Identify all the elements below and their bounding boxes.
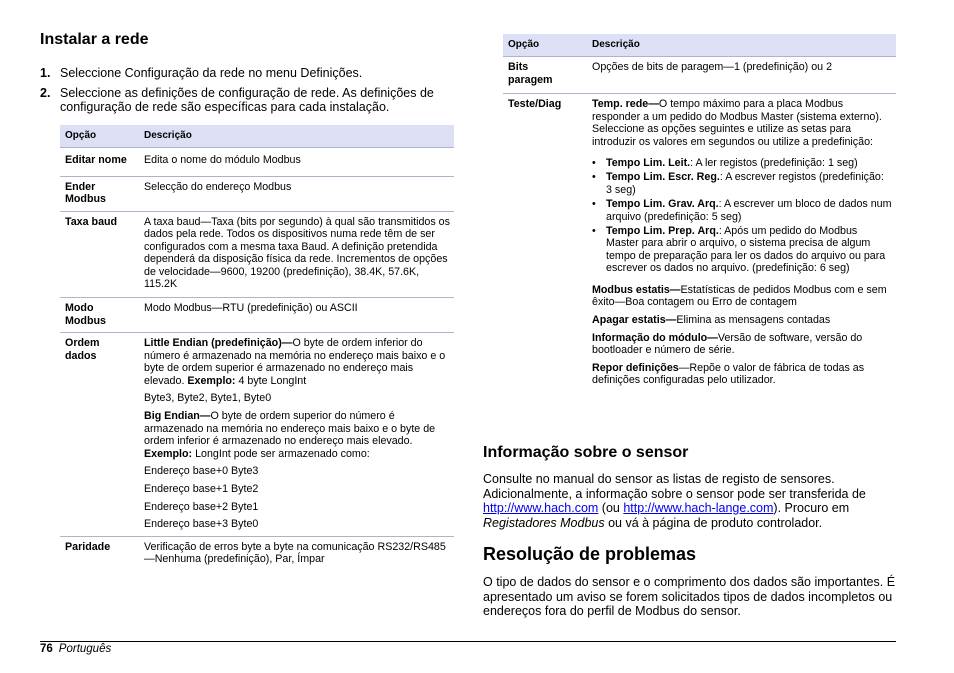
big-endian-paragraph (144, 410, 450, 460)
little-endian-label: Little Endian (predefinição)— (144, 337, 293, 350)
table-row (60, 333, 454, 537)
troubleshooting-section (483, 543, 896, 619)
list-item (592, 198, 892, 223)
italic-term: Registadores Modbus (483, 515, 605, 530)
table-row (60, 536, 454, 566)
network-options-table-wrap (60, 125, 454, 566)
right-column (503, 34, 896, 392)
step-text: Seleccione as definições de configuração de rede. As definições de configuração de rede são específicas para cada instalação. (60, 85, 434, 114)
option-desc (139, 333, 454, 537)
left-column (40, 30, 454, 566)
option-key (60, 333, 139, 537)
network-timeout-label: Temp. rede— (592, 98, 659, 110)
option-key (503, 57, 587, 94)
option-key: Teste/Diag (503, 94, 587, 393)
step-2 (40, 86, 454, 115)
step-text: Seleccione Configuração da rede no menu Definições. (60, 66, 363, 80)
bullet-text: : A ler registos (predefinição: 1 seg) (690, 157, 858, 170)
bullet-label: Tempo Lim. Escr. Reg. (606, 171, 720, 184)
bullet-text: : Após um pedido do Modbus Master para abrir o arquivo, o sistema precisa de algum tempo de preparação para ler os dados do arquivo ou para escrever os dados no arquivo. (predefinição: 6 seg) (606, 224, 886, 275)
section-heading-sensor-info: Informação sobre o sensor (483, 444, 689, 461)
sensor-info-text (483, 472, 896, 530)
col-header-option: Opção (503, 34, 587, 57)
text-run: ). Procuro em (773, 501, 850, 515)
option-desc: A taxa baud—Taxa (bits por segundo) à qual são transmitidos os dados pela rede. Todos os dispositivos numa rede têm de ser configurados com a mesma taxa Baud. A definição pretendida dependerá da disposição física da rede. Incrementos de opções de velocidade—9600, 19200 (predefinição), 38.4K, 57.6K, 115.2K (139, 211, 454, 298)
little-endian-text: O byte de ordem inferior do número é armazenado na memória no endereço mais baixo e o byte de ordem superior é armazenado no endereço mais elevado. (144, 337, 446, 387)
big-endian-label: Big Endian— (144, 410, 211, 423)
option-key: Editar nome (60, 147, 139, 176)
option-desc (587, 94, 896, 393)
troubleshooting-text: O tipo de dados do sensor e o comprimento dos dados são importantes. É apresentado um aviso se forem solicitados tipos de dados incompletos ou endereços fora do perfil de Modbus do sensor. (483, 575, 896, 618)
network-timeout-text: O tempo máximo para a placa Modbus responder a um pedido do Modbus Master (sistema externo). Seleccione as opções seguintes e utilize as setas para introduzir os valores em segundos ou utilize a predefinição: (592, 98, 882, 148)
list-item (592, 157, 892, 170)
list-item (592, 225, 892, 275)
option-key: Taxa baud (60, 211, 139, 298)
footer-language: Português (58, 643, 112, 655)
option-key-line: Ender (65, 180, 96, 193)
option-desc: Verificação de erros byte a byte na comunicação RS232/RS485—Nenhuma (predefinição), Par, Ímpar (139, 536, 454, 566)
option-key-line: Bits (508, 61, 529, 73)
option-key (60, 176, 139, 211)
page-number: 76 (40, 643, 53, 655)
option-key-line: Modo (65, 302, 94, 315)
table-row (60, 211, 454, 298)
example-text: 4 byte LongInt (235, 374, 307, 387)
timeout-list (592, 157, 892, 275)
step-number: 2. (40, 85, 51, 100)
example-label: Exemplo: (144, 447, 193, 460)
text-run: (ou (598, 501, 624, 515)
bullet-text: : A escrever registos (predefinição: 3 seg) (606, 171, 884, 196)
col-header-description: Descrição (587, 34, 896, 57)
reset-settings-text: —Repõe o valor de fábrica de todas as definições configuradas pelo utilizador. (592, 361, 865, 387)
option-desc: Opções de bits de paragem—1 (predefinição) ou 2 (587, 57, 896, 94)
page-footer (40, 643, 111, 655)
address-line: Endereço base+0 Byte3 (144, 465, 259, 478)
table-row (60, 298, 454, 333)
modbus-stats-text: Estatísticas de pedidos Modbus com e sem êxito—Boa contagem ou Erro de contagem (592, 283, 887, 309)
network-timeout-paragraph (592, 98, 892, 148)
reset-settings-paragraph (592, 362, 892, 387)
option-desc: Edita o nome do módulo Modbus (139, 147, 454, 176)
clear-stats-paragraph (592, 314, 892, 327)
steps-list (40, 66, 454, 115)
hach-lange-link[interactable]: http://www.hach-lange.com (623, 501, 774, 515)
bullet-text: : A escrever um bloco de dados num arquivo (predefinição: 5 seg) (606, 197, 892, 223)
diagnostic-options-table (503, 34, 896, 392)
table-row (503, 94, 896, 393)
table-header (60, 125, 454, 148)
option-desc: Selecção do endereço Modbus (139, 176, 454, 211)
big-endian-text: O byte de ordem superior do número é armazenado na memória no endereço mais baixo e o byte de ordem inferior é armazenado no endereço mais elevado. (144, 410, 436, 448)
table-header (503, 34, 896, 57)
table-row (60, 176, 454, 211)
section-heading-troubleshooting: Resolução de problemas (483, 544, 697, 564)
example-label: Exemplo: (187, 374, 236, 387)
option-key-line: paragem (508, 73, 553, 86)
option-key-line: Modbus (65, 314, 106, 327)
address-line: Endereço base+3 Byte0 (144, 518, 259, 531)
section-heading-install-network: Instalar a rede (40, 31, 149, 48)
sensor-info-section (483, 443, 896, 530)
step-number: 1. (40, 66, 51, 80)
module-info-text: Versão de software, versão do bootloader e número de série. (592, 331, 863, 357)
option-key: Paridade (60, 536, 139, 566)
modbus-stats-paragraph (592, 284, 892, 309)
module-info-paragraph (592, 332, 892, 357)
table-row (503, 57, 896, 94)
little-endian-paragraph (144, 337, 450, 387)
list-item (592, 171, 892, 196)
footer-divider (40, 641, 896, 642)
reset-settings-label: Repor definições (592, 361, 679, 374)
modbus-stats-label: Modbus estatis— (592, 283, 681, 296)
option-desc: Modo Modbus—RTU (predefinição) ou ASCII (139, 298, 454, 333)
address-line: Endereço base+1 Byte2 (144, 483, 259, 495)
option-key-line: Ordem (65, 337, 100, 350)
text-run: ou vá à página de produto controlador. (604, 515, 823, 530)
clear-stats-label: Apagar estatis— (592, 314, 677, 327)
module-info-label: Informação do módulo— (592, 331, 718, 344)
bullet-label: Tempo Lim. Prep. Arq. (606, 224, 719, 237)
option-key (60, 298, 139, 333)
option-key-line: Modbus (65, 193, 106, 206)
col-header-option: Opção (60, 125, 139, 148)
col-header-description: Descrição (139, 125, 454, 148)
table-row (60, 147, 454, 176)
network-options-table (60, 125, 454, 566)
clear-stats-text: Elimina as mensagens contadas (676, 314, 831, 327)
example-text: LongInt pode ser armazenado como: (192, 447, 370, 460)
text-run: Consulte no manual do sensor as listas de registo de sensores. Adicionalmente, a informação sobre o sensor pode ser transferida de (483, 472, 866, 501)
hach-link[interactable]: http://www.hach.com (483, 501, 599, 515)
option-key-line: dados (65, 349, 97, 362)
bullet-label: Tempo Lim. Leit. (606, 157, 691, 170)
little-endian-bytes: Byte3, Byte2, Byte1, Byte0 (144, 392, 272, 405)
address-line: Endereço base+2 Byte1 (144, 500, 259, 513)
step-1 (40, 66, 454, 81)
bullet-label: Tempo Lim. Grav. Arq. (606, 197, 719, 210)
